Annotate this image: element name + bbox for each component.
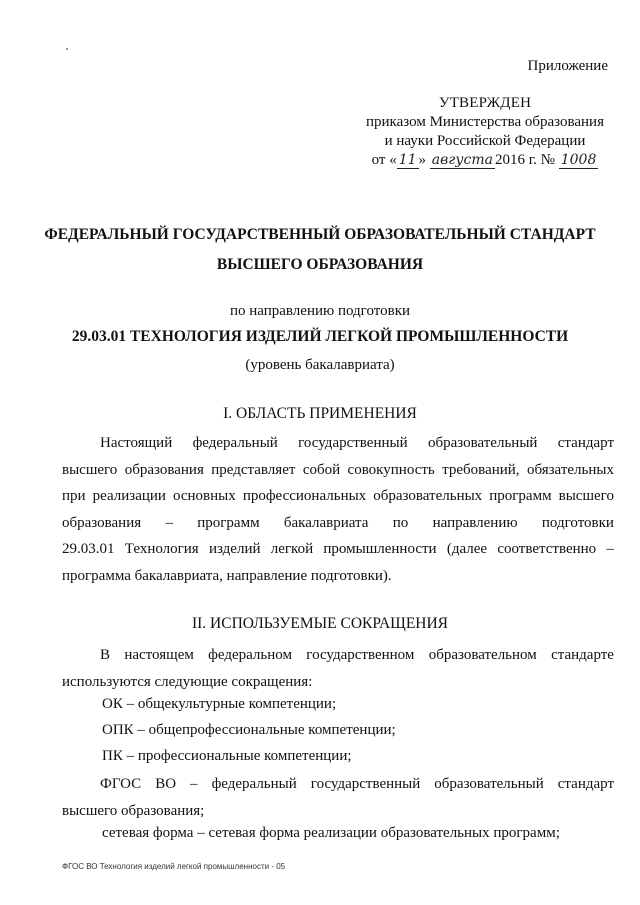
- word: собой: [302, 461, 341, 478]
- word: обязательных: [526, 461, 614, 478]
- abbreviation-pk: ПК – профессиональные компетенции;: [102, 748, 352, 764]
- word: требований,: [442, 461, 520, 478]
- word: программ: [489, 488, 552, 504]
- word: профессиональных: [242, 488, 367, 504]
- word: стандарт: [557, 776, 614, 792]
- word: федеральный: [192, 435, 278, 451]
- paragraph-line: [62, 510, 614, 537]
- word: программ: [197, 514, 260, 531]
- direction-name: 29.03.01 ТЕХНОЛОГИЯ ИЗДЕЛИЙ ЛЕГКОЙ ПРОМЫШЛЕННОСТИ: [71, 328, 569, 345]
- document-title: [0, 220, 640, 280]
- paragraph-line: [62, 771, 614, 798]
- word: ВО: [155, 776, 177, 792]
- paragraph-line: [62, 483, 614, 510]
- date-mid: »: [418, 152, 427, 168]
- word: высшего: [62, 461, 118, 478]
- paragraph-line: [62, 642, 614, 669]
- word: основных: [173, 488, 236, 504]
- section-2-heading: II. ИСПОЛЬЗУЕМЫЕ СОКРАЩЕНИЯ: [191, 615, 449, 632]
- word: соответственно: [497, 541, 597, 557]
- word: реализации: [92, 488, 166, 504]
- word: образовательных: [373, 488, 483, 504]
- word: представляет: [211, 461, 296, 478]
- abbreviation-fgos: [62, 771, 614, 824]
- word: подготовки: [541, 514, 614, 531]
- title-line-1: ФЕДЕРАЛЬНЫЙ ГОСУДАРСТВЕННЫЙ ОБРАЗОВАТЕЛЬНЫЙ СТАНДАРТ: [44, 226, 596, 243]
- word: образовательный: [427, 435, 538, 451]
- abbreviation-network-form: сетевая форма – сетевая форма реализации образовательных программ;: [102, 825, 560, 841]
- section-1-heading: I. ОБЛАСТЬ ПРИМЕНЕНИЯ: [223, 405, 417, 422]
- paragraph-line: [62, 457, 614, 484]
- word: (далее: [446, 541, 488, 557]
- approval-block: [355, 94, 615, 170]
- word: ФГОС: [100, 776, 142, 792]
- word: по: [392, 514, 409, 531]
- word: федеральном: [208, 647, 292, 663]
- word: государственный: [310, 776, 421, 792]
- word: изделий: [208, 541, 261, 557]
- handwritten-order-number: 1008: [560, 152, 597, 168]
- paragraph-last-line: высшего образования;: [62, 802, 205, 819]
- word: направлению: [432, 514, 518, 531]
- word: –: [165, 514, 173, 531]
- word: образовательном: [428, 647, 537, 663]
- word: промышленности: [323, 541, 437, 557]
- approved-title: УТВЕРЖДЕН: [438, 95, 532, 111]
- paragraph-last-line: программа бакалавриата, направление подготовки).: [62, 567, 392, 584]
- word: легкой: [270, 541, 314, 557]
- word: стандарте: [551, 647, 614, 663]
- word: Настоящий: [100, 435, 173, 451]
- word: высшего: [558, 488, 614, 504]
- scan-speck: [66, 48, 68, 50]
- direction-label: по направлению подготовки: [229, 303, 411, 319]
- section-1-paragraph: [62, 430, 614, 589]
- word: стандарт: [557, 435, 614, 451]
- word: бакалавриата: [283, 514, 369, 531]
- abbreviation-opk: ОПК – общепрофессиональные компетенции;: [102, 722, 396, 738]
- word: –: [190, 776, 198, 792]
- page-footer: ФГОС ВО Технология изделий легкой промышленности - 05: [62, 862, 286, 871]
- paragraph-line: [62, 536, 614, 563]
- appendix-label: Приложение: [527, 58, 608, 74]
- word: образования: [62, 514, 142, 531]
- handwritten-day: 11: [398, 152, 417, 168]
- word: образования: [124, 461, 204, 478]
- paragraph-line: [62, 430, 614, 457]
- word: федеральный: [211, 776, 297, 792]
- word: Технология: [124, 541, 199, 557]
- education-level: (уровень бакалавриата): [245, 357, 395, 373]
- word: образовательный: [434, 776, 544, 792]
- handwritten-month: августа: [431, 152, 493, 168]
- word: настоящем: [124, 647, 194, 663]
- word: государственный: [298, 435, 408, 451]
- date-prefix: от «: [371, 152, 397, 168]
- order-date-line: [355, 151, 615, 170]
- word: В: [100, 647, 111, 663]
- word: 29.03.01: [62, 541, 115, 557]
- title-line-2: ВЫСШЕГО ОБРАЗОВАНИЯ: [216, 256, 424, 273]
- abbreviation-ok: ОК – общекультурные компетенции;: [102, 696, 337, 712]
- order-line-1: приказом Министерства образования: [366, 114, 604, 130]
- date-year: 2016 г. №: [494, 152, 555, 168]
- word: –: [606, 541, 614, 557]
- section-2-intro: [62, 642, 614, 695]
- order-line-2: и науки Российской Федерации: [384, 133, 586, 149]
- word: государственном: [306, 647, 415, 663]
- word: при: [62, 488, 86, 504]
- paragraph-last-line: используются следующие сокращения:: [62, 673, 313, 690]
- word: совокупность: [347, 461, 435, 478]
